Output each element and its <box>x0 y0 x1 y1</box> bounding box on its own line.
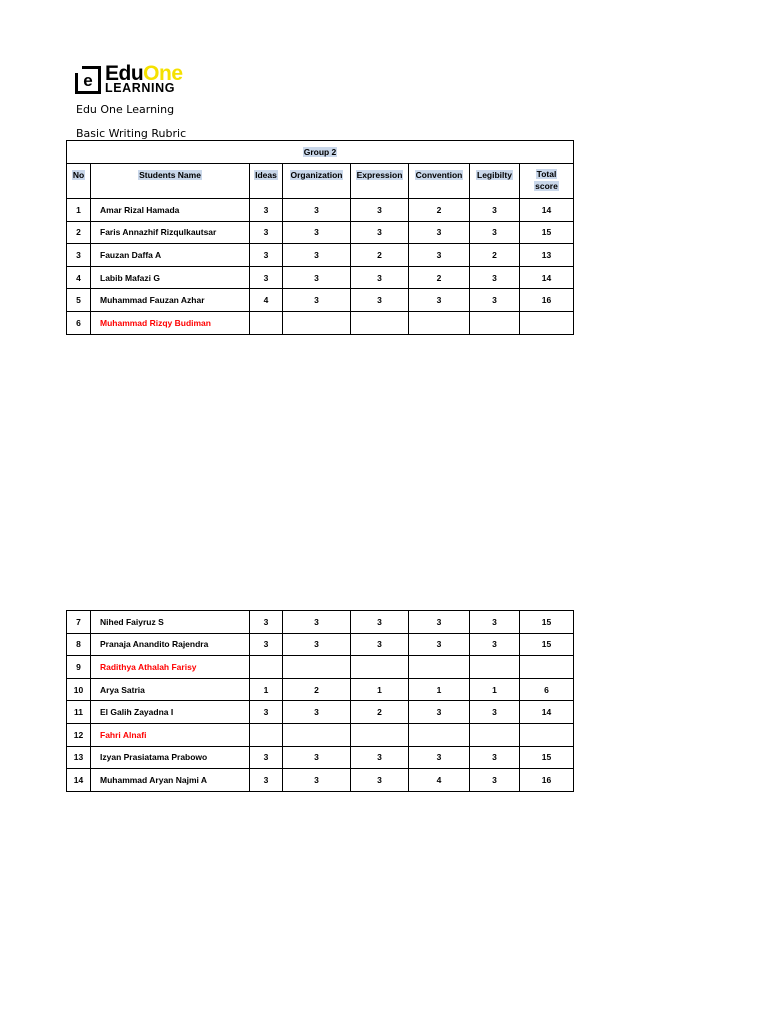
cell-no: 11 <box>67 701 91 724</box>
cell-no: 1 <box>67 199 91 222</box>
cell-no: 13 <box>67 746 91 769</box>
cell-no: 5 <box>67 289 91 312</box>
cell-total: 16 <box>520 289 574 312</box>
cell-name: Labib Mafazi G <box>91 266 250 289</box>
cell-total: 15 <box>520 221 574 244</box>
cell-expression: 2 <box>351 244 409 267</box>
table-row <box>67 199 574 222</box>
cell-total: 15 <box>520 746 574 769</box>
cell-expression: 3 <box>351 633 409 656</box>
cell-name: El Galih Zayadna I <box>91 701 250 724</box>
cell-name: Arya Satria <box>91 678 250 701</box>
logo-mark-letter: e <box>83 71 93 90</box>
cell-organization <box>283 723 351 746</box>
cell-name: Muhammad Rizqy Budiman <box>91 311 250 334</box>
cell-legibility: 3 <box>470 289 520 312</box>
cell-name: Fauzan Daffa A <box>91 244 250 267</box>
table-row <box>67 746 574 769</box>
table-row <box>67 678 574 701</box>
cell-no: 4 <box>67 266 91 289</box>
cell-legibility: 3 <box>470 746 520 769</box>
cell-ideas <box>250 311 283 334</box>
table-row <box>67 289 574 312</box>
logo-one-text: One <box>143 62 183 85</box>
cell-no: 3 <box>67 244 91 267</box>
cell-name: Muhammad Aryan Najmi A <box>91 769 250 792</box>
table-row <box>67 769 574 792</box>
cell-legibility: 3 <box>470 266 520 289</box>
cell-total: 16 <box>520 769 574 792</box>
cell-name: Amar Rizal Hamada <box>91 199 250 222</box>
cell-name: Pranaja Anandito Rajendra <box>91 633 250 656</box>
cell-convention: 3 <box>409 289 470 312</box>
table-row <box>67 723 574 746</box>
logo-learning-text: LEARNING <box>105 81 176 95</box>
cell-organization <box>283 311 351 334</box>
cell-legibility: 3 <box>470 769 520 792</box>
cell-organization <box>283 656 351 679</box>
group-label-cell <box>67 141 574 164</box>
header-students-name: Students Name <box>91 164 250 199</box>
cell-organization: 3 <box>283 769 351 792</box>
cell-ideas: 3 <box>250 266 283 289</box>
cell-organization: 3 <box>283 746 351 769</box>
cell-expression: 3 <box>351 221 409 244</box>
cell-convention <box>409 723 470 746</box>
cell-expression: 3 <box>351 611 409 634</box>
cell-name: Radithya Athalah Farisy <box>91 656 250 679</box>
cell-legibility <box>470 656 520 679</box>
cell-organization: 3 <box>283 611 351 634</box>
logo-edu-text: Edu <box>105 62 144 85</box>
cell-expression: 3 <box>351 199 409 222</box>
cell-convention: 3 <box>409 221 470 244</box>
cell-no: 12 <box>67 723 91 746</box>
header-organization: Organization <box>283 164 351 199</box>
cell-expression: 3 <box>351 289 409 312</box>
rubric-table-part1 <box>66 140 574 335</box>
cell-expression: 3 <box>351 266 409 289</box>
cell-convention: 3 <box>409 746 470 769</box>
org-name: Edu One Learning <box>76 103 175 116</box>
cell-expression <box>351 656 409 679</box>
cell-legibility <box>470 723 520 746</box>
cell-no: 10 <box>67 678 91 701</box>
table-row <box>67 311 574 334</box>
cell-legibility <box>470 311 520 334</box>
cell-convention: 4 <box>409 769 470 792</box>
cell-organization: 3 <box>283 221 351 244</box>
cell-ideas: 3 <box>250 769 283 792</box>
cell-name: Fahri Alnafi <box>91 723 250 746</box>
cell-total: 14 <box>520 199 574 222</box>
cell-legibility: 2 <box>470 244 520 267</box>
header-legibility: Legibilty <box>470 164 520 199</box>
cell-convention: 1 <box>409 678 470 701</box>
cell-name: Nihed Faiyruz S <box>91 611 250 634</box>
cell-ideas: 4 <box>250 289 283 312</box>
cell-organization: 3 <box>283 701 351 724</box>
cell-expression: 3 <box>351 769 409 792</box>
cell-name: Faris Annazhif Rizqulkautsar <box>91 221 250 244</box>
cell-legibility: 3 <box>470 611 520 634</box>
cell-ideas: 3 <box>250 701 283 724</box>
cell-expression <box>351 723 409 746</box>
doc-title: Basic Writing Rubric <box>76 127 187 140</box>
header-no: No <box>67 164 91 199</box>
cell-convention: 2 <box>409 199 470 222</box>
cell-ideas: 1 <box>250 678 283 701</box>
cell-ideas <box>250 723 283 746</box>
table-row <box>67 633 574 656</box>
cell-convention: 3 <box>409 633 470 656</box>
cell-ideas: 3 <box>250 633 283 656</box>
cell-legibility: 3 <box>470 221 520 244</box>
cell-legibility: 3 <box>470 701 520 724</box>
cell-no: 9 <box>67 656 91 679</box>
table-row <box>67 266 574 289</box>
cell-organization: 3 <box>283 633 351 656</box>
cell-total: 15 <box>520 633 574 656</box>
cell-ideas: 3 <box>250 244 283 267</box>
cell-total: 14 <box>520 266 574 289</box>
table-row <box>67 221 574 244</box>
cell-name: Izyan Prasiatama Prabowo <box>91 746 250 769</box>
header-ideas: Ideas <box>250 164 283 199</box>
table-row <box>67 611 574 634</box>
cell-total: 14 <box>520 701 574 724</box>
cell-organization: 2 <box>283 678 351 701</box>
table-row <box>67 701 574 724</box>
cell-convention <box>409 311 470 334</box>
cell-organization: 3 <box>283 266 351 289</box>
table-row <box>67 656 574 679</box>
header-expression: Expression <box>351 164 409 199</box>
header-row <box>67 164 574 199</box>
cell-organization: 3 <box>283 199 351 222</box>
cell-no: 14 <box>67 769 91 792</box>
cell-expression: 1 <box>351 678 409 701</box>
cell-convention: 3 <box>409 701 470 724</box>
cell-total <box>520 656 574 679</box>
header-convention: Convention <box>409 164 470 199</box>
cell-ideas: 3 <box>250 611 283 634</box>
cell-organization: 3 <box>283 289 351 312</box>
group-label: Group 2 <box>303 147 337 157</box>
cell-convention: 3 <box>409 244 470 267</box>
cell-expression: 2 <box>351 701 409 724</box>
cell-organization: 3 <box>283 244 351 267</box>
cell-total: 15 <box>520 611 574 634</box>
cell-no: 8 <box>67 633 91 656</box>
cell-no: 2 <box>67 221 91 244</box>
cell-ideas: 3 <box>250 199 283 222</box>
cell-ideas <box>250 656 283 679</box>
cell-legibility: 1 <box>470 678 520 701</box>
cell-ideas: 3 <box>250 221 283 244</box>
cell-convention: 3 <box>409 611 470 634</box>
cell-name: Muhammad Fauzan Azhar <box>91 289 250 312</box>
cell-ideas: 3 <box>250 746 283 769</box>
cell-expression <box>351 311 409 334</box>
cell-no: 7 <box>67 611 91 634</box>
cell-total <box>520 311 574 334</box>
group-row <box>67 141 574 164</box>
cell-convention <box>409 656 470 679</box>
rubric-table-part2 <box>66 610 574 792</box>
header-total-score: Total score <box>520 164 574 199</box>
cell-expression: 3 <box>351 746 409 769</box>
eduone-logo-mark-icon <box>75 66 101 94</box>
cell-legibility: 3 <box>470 199 520 222</box>
cell-total: 6 <box>520 678 574 701</box>
cell-legibility: 3 <box>470 633 520 656</box>
table-row <box>67 244 574 267</box>
cell-convention: 2 <box>409 266 470 289</box>
cell-no: 6 <box>67 311 91 334</box>
cell-total: 13 <box>520 244 574 267</box>
cell-total <box>520 723 574 746</box>
